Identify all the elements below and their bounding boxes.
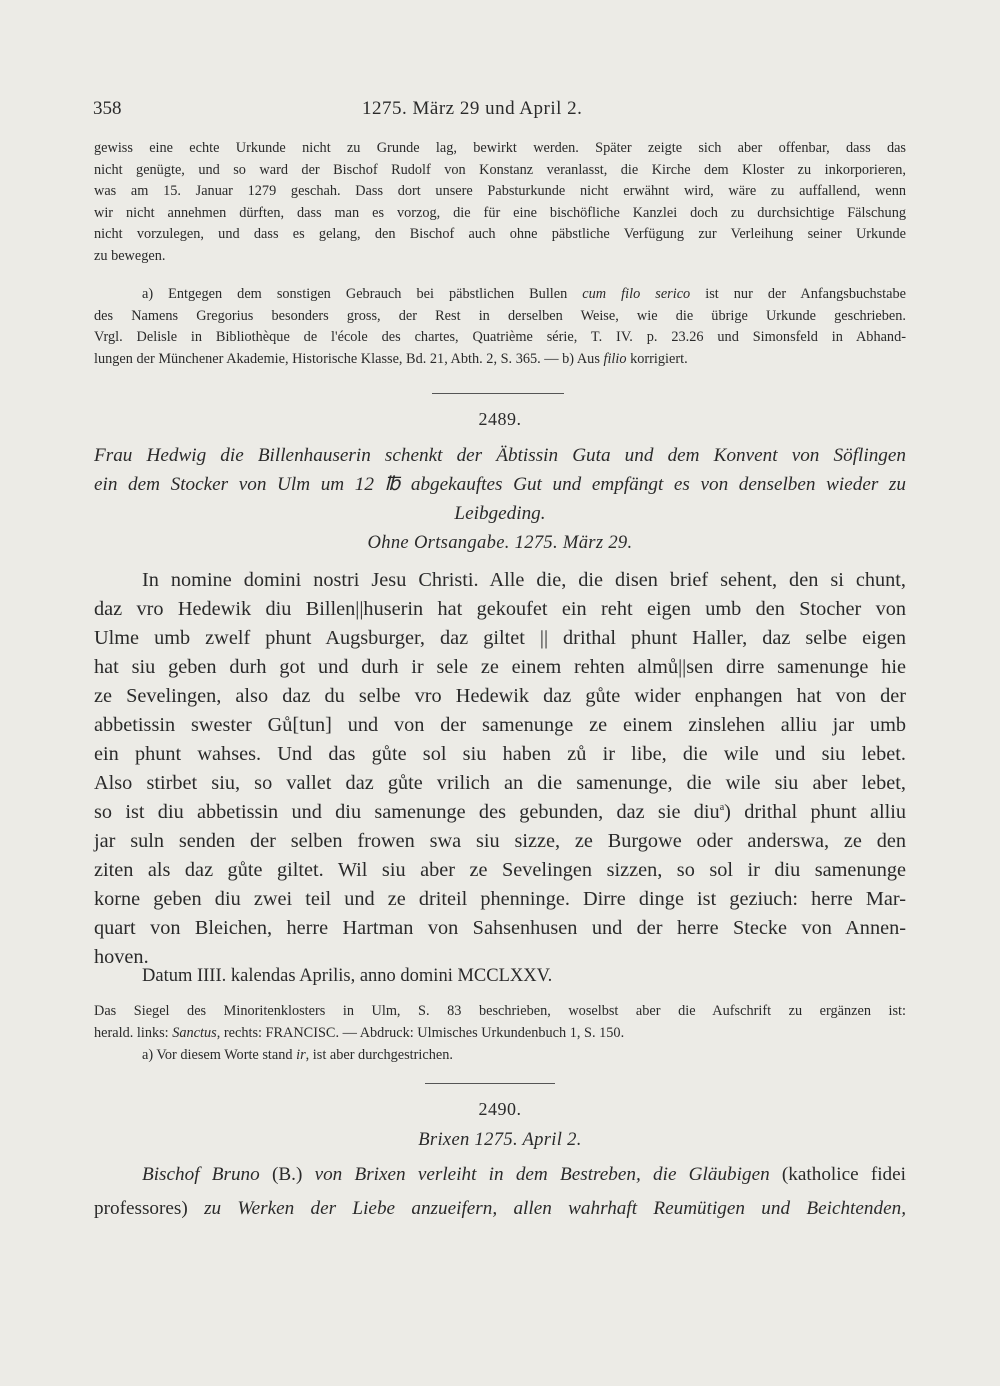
document-number: 2490. <box>478 1099 522 1119</box>
charter-line: korne geben diu zwei teil und ze driteil phenninge. Dirre dinge ist geziuch: herre Mar- <box>94 888 906 910</box>
text-line: lungen der Münchener Akademie, Historische Klasse, Bd. 21, Abth. 2, S. 365. — b) Aus filio korrigiert. <box>94 350 688 367</box>
text-line: wir nicht annehmen dürften, dass man es vorzog, die für eine bischöfliche Kanzlei doch zu durchsichtige Fälschung <box>94 204 906 221</box>
charter-line: so ist diu abbetissin und diu samenunge des gebunden, daz sie diu$^a$) drithal phunt alliu <box>94 801 906 823</box>
text-line: Vrgl. Delisle in Bibliothèque de l'école des chartes, Quatrième série, T. IV. p. 23.26 und Simonsfeld in Abhand- <box>94 329 906 345</box>
running-title: 1275. März 29 und April 2. <box>362 98 583 119</box>
regest-line: Bischof Bruno (B.) von Brixen verleiht in dem Bestreben, die Gläubigen (katholice fidei <box>142 1164 906 1185</box>
regest-2490 <box>94 1158 906 1226</box>
text-line: gewiss eine echte Urkunde nicht zu Grunde lag, bewirkt werden. Später zeigte sich aber offenbar, dass das <box>94 140 906 156</box>
section-divider <box>432 393 564 394</box>
text-line: a) Entgegen dem sonstigen Gebrauch bei päbstlichen Bullen cum filo serico ist nur der Anfangsbuchstabe <box>142 286 906 302</box>
text-line: zu bewegen. <box>94 247 166 264</box>
regest-line: ein dem Stocker von Ulm um 12 ℔ abgekauftes Gut und empfängt es von denselben wieder zu <box>94 474 906 495</box>
text-line: was am 15. Januar 1279 geschah. Dass dort unsere Pabsturkunde nicht erwähnt wird, wäre zu auffallend, wenn <box>94 183 906 199</box>
regest-line: Frau Hedwig die Billenhauserin schenkt der Äbtissin Guta und dem Konvent von Söflingen <box>94 445 906 466</box>
text-line: herald. links: Sanctus, rechts: FRANCISC. — Abdruck: Ulmisches Urkundenbuch 1, S. 150. <box>94 1025 625 1041</box>
charter-line: quart von Bleichen, herre Hartman von Sahsenhusen und der herre Stecke von Annen- <box>94 917 906 939</box>
charter-line: ze Sevelingen, also daz du selbe vro Hedewik daz gůte wider enphangen hat von der <box>94 685 906 707</box>
text-line: des Namens Gregorius besonders gross, der Rest in derselben Weise, wie die übrige Urkunde geschrieben. <box>94 307 906 324</box>
dateline-2489: Ohne Ortsangabe. 1275. März 29. <box>367 532 633 553</box>
section-divider <box>425 1083 555 1084</box>
seal-note <box>94 1000 906 1066</box>
charter-line: Ulme umb zwelf phunt Augsburger, daz giltet || drithal phunt Haller, daz selbe eigen <box>94 627 906 649</box>
intro-paragraph <box>94 138 906 267</box>
charter-line: daz vro Hedewik diu Billen||huserin hat gekoufet ein reht eigen umb den Stocher von <box>94 598 906 620</box>
charter-line: In nomine domini nostri Jesu Christi. Alle die, die disen brief sehent, den si chunt, <box>142 569 906 591</box>
charter-line: ein phunt wahses. Und das gůte sol siu haben zů ir libe, die wile und siu lebet. <box>94 743 906 765</box>
charter-line: abbetissin swester Gů[tun] und von der samenunge ze einem zinslehen alliu jar umb <box>94 714 906 736</box>
page-number: 358 <box>93 98 122 119</box>
text-line: nicht genügte, und so ward der Bischof Rudolf von Konstanz veranlasst, die Kirche dem Kloster zu inkorporieren, <box>94 161 906 178</box>
footnote-line: a) Vor diesem Worte stand ir, ist aber durchgestrichen. <box>142 1047 453 1063</box>
regest-line: Leibgeding. <box>454 503 546 524</box>
text-line: Das Siegel des Minoritenklosters in Ulm, S. 83 beschrieben, woselbst aber die Aufschrift zu ergänzen ist: <box>94 1003 906 1019</box>
charter-text-2489 <box>94 566 906 972</box>
charter-line: ziten als daz gůte giltet. Wil siu aber ze Sevelingen sizzen, so sol ir diu samenunge <box>94 859 906 881</box>
datum-line: Datum IIII. kalendas Aprilis, anno domini MCCLXXV. <box>142 966 553 986</box>
charter-line: jar suln senden der selben frowen swa siu sizze, ze Burgowe oder anderswa, ze den <box>94 830 906 852</box>
charter-line: hat siu geben durh got und durh ir sele ze einem rehten almů||sen dirre samenunge hie <box>94 656 906 678</box>
regest-line: professores) zu Werken der Liebe anzueifern, allen wahrhaft Reumütigen und Beichtenden, <box>94 1198 907 1219</box>
regest-2489 <box>94 441 906 528</box>
document-number: 2489. <box>478 409 522 429</box>
text-line: nicht vorzulegen, und dass es gelang, den Bischof auch ohne päbstliche Verfügung zur Verleihung seiner Urkunde <box>94 226 906 242</box>
charter-line: Also stirbet siu, so vallet daz gůte vrilich an die samenunge, die wile siu aber lebet, <box>94 772 906 794</box>
charter-line: hoven. <box>94 946 149 968</box>
footnote-a <box>94 284 906 370</box>
dateline-2490: Brixen 1275. April 2. <box>418 1129 582 1150</box>
